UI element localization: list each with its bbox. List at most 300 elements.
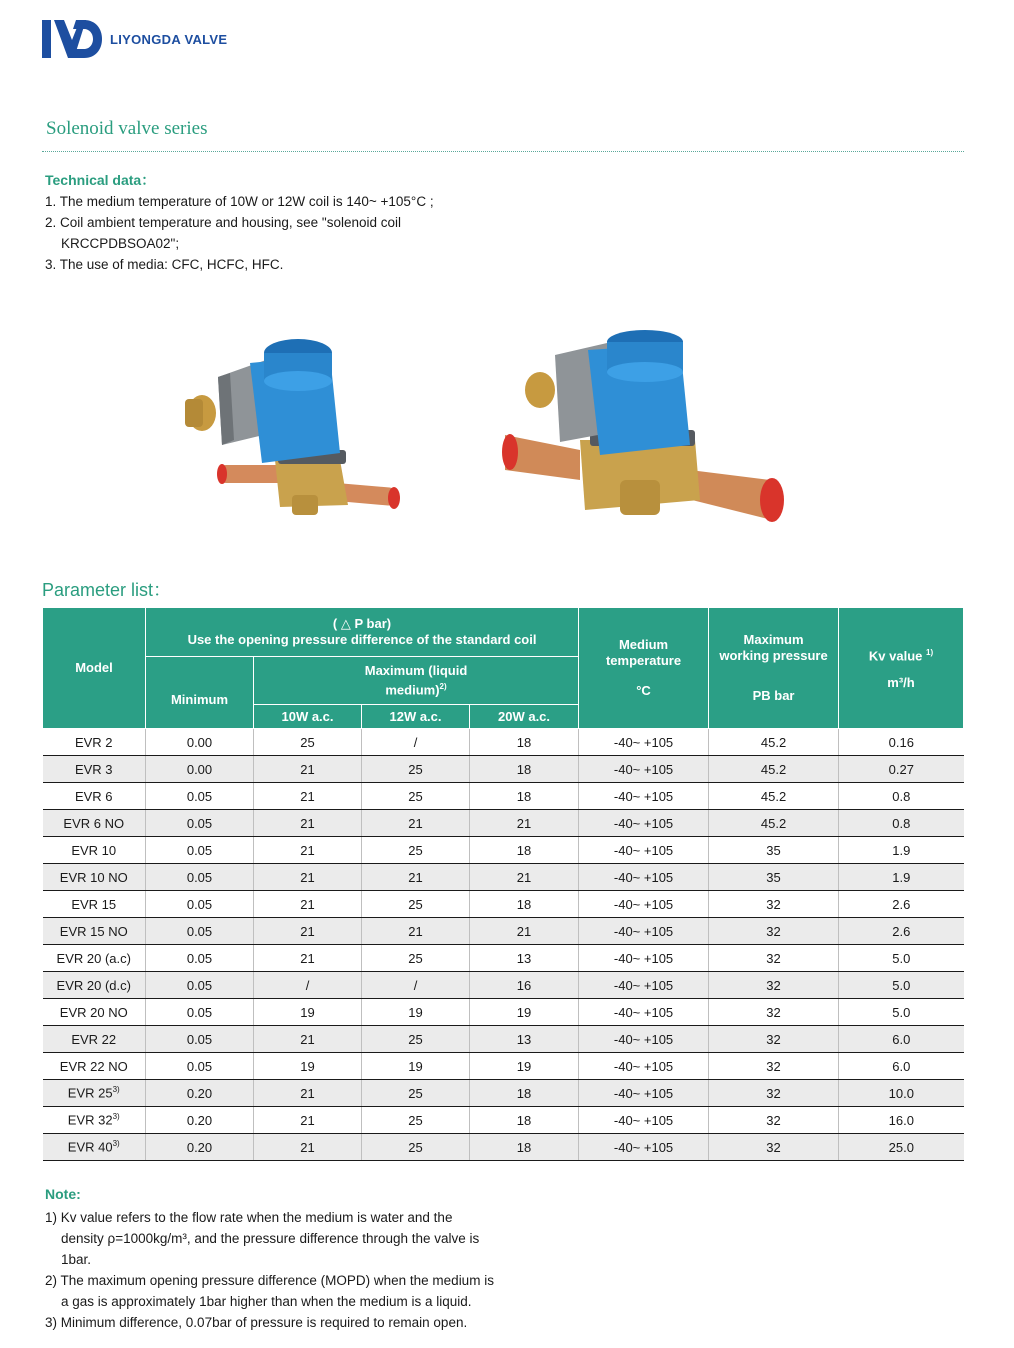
cell-w12 [362,1134,470,1161]
header-medium-line1: Medium [618,637,669,652]
liyongda-logo-icon [42,18,102,60]
cell-min-value: 0.05 [186,1004,213,1020]
cell-pb-value: 32 [766,1085,781,1101]
table-row [43,837,964,864]
cell-kv-value: 1.9 [892,842,911,858]
cell-model [43,864,146,891]
cell-w10 [254,1026,362,1053]
cell-w12 [362,1080,470,1107]
solenoid-valve-small-image [180,335,405,520]
cell-w12-value: 21 [408,923,423,939]
table-row [43,891,964,918]
cell-min-value: 0.05 [186,977,213,993]
cell-w10-value: 21 [300,761,315,777]
cell-w10 [254,1080,362,1107]
technical-item: 2. Coil ambient temperature and housing, see "solenoid coil [45,215,402,230]
page-title: Solenoid valve series [46,118,208,139]
note-item: a gas is approximately 1bar higher than when the medium is a liquid. [61,1294,472,1309]
cell-w20-value: 18 [516,896,532,912]
cell-model [43,729,146,756]
header-working-line2: working pressure [719,648,828,663]
cell-model [43,810,146,837]
cell-w10-value: 19 [300,1004,315,1020]
table-row [43,729,964,756]
cell-w10 [254,729,362,756]
cell-temp-value: -40~ +105 [613,1058,674,1074]
cell-temp-value: -40~ +105 [613,869,674,885]
cell-model [43,999,146,1026]
cell-kv [839,864,964,891]
cell-kv [839,1053,964,1080]
cell-temp [579,972,709,999]
cell-pb [709,1026,839,1053]
cell-min [146,1134,254,1161]
cell-w10-value: 21 [300,923,315,939]
cell-kv-value: 10.0 [888,1085,914,1101]
cell-min [146,999,254,1026]
header-kv-unit: m³/h [887,674,915,690]
table-row [43,945,964,972]
cell-w20 [470,1134,579,1161]
header-minimum: Minimum [146,657,254,729]
cell-pb [709,1134,839,1161]
cell-w20 [470,1026,579,1053]
cell-pb-value: 32 [766,896,781,912]
cell-pb-value: 32 [766,1058,781,1074]
title-divider [42,151,964,152]
cell-min-value: 0.05 [186,842,213,858]
note-item: 1bar. [61,1252,92,1267]
cell-w10 [254,783,362,810]
cell-kv [839,891,964,918]
cell-w20 [470,729,579,756]
cell-pb-value: 45.2 [760,761,787,777]
solenoid-valve-large-image [500,330,795,530]
cell-pb-value: 32 [766,1031,781,1047]
brand-name: LIYONGDA VALVE [110,31,228,47]
cell-temp-value: -40~ +105 [613,1031,674,1047]
header-maximum-line2: medium) [385,682,440,698]
cell-temp-value: -40~ +105 [613,896,674,912]
table-row [43,810,964,837]
cell-w12 [362,891,470,918]
cell-w20 [470,1053,579,1080]
cell-temp [579,1080,709,1107]
cell-w10-value: 21 [300,1139,315,1155]
header-kv-value [839,608,964,729]
cell-pb [709,729,839,756]
cell-temp-value: -40~ +105 [613,950,674,966]
cell-model [43,1026,146,1053]
model-footnote: 3) [112,1085,120,1095]
cell-w20-value: 18 [516,788,532,804]
header-medium-temperature [579,608,709,729]
cell-pb-value: 32 [766,1112,781,1128]
cell-min [146,756,254,783]
cell-w12-value: 25 [408,1031,423,1047]
table-row [43,1026,964,1053]
cell-kv [839,1134,964,1161]
cell-model-value: EVR 15 [71,896,117,912]
cell-w12-value: 25 [408,896,423,912]
cell-temp [579,810,709,837]
cell-min-value: 0.20 [186,1112,213,1128]
cell-min [146,918,254,945]
cell-kv-value: 6.0 [892,1058,911,1074]
table-row [43,1134,964,1161]
cell-w20-value: 16 [516,977,532,993]
cell-pb-value: 32 [766,950,781,966]
parameter-table [42,607,964,1161]
cell-pb-value: 32 [766,1004,781,1020]
cell-kv [839,999,964,1026]
cell-pb [709,1107,839,1134]
cell-kv [839,810,964,837]
cell-kv-value: 0.16 [888,734,914,750]
cell-pb [709,837,839,864]
cell-model [43,945,146,972]
cell-pb [709,918,839,945]
cell-w20 [470,756,579,783]
cell-kv-value: 0.8 [892,788,911,804]
cell-pb [709,945,839,972]
cell-pb [709,891,839,918]
cell-w12-value: 25 [408,1085,423,1101]
cell-w12-value: 21 [408,815,423,831]
table-row [43,1107,964,1134]
table-row [43,999,964,1026]
cell-pb [709,756,839,783]
cell-min [146,837,254,864]
header-medium-line2: temperature [605,653,682,668]
cell-model-value: EVR 6 NO [63,815,125,831]
cell-w12 [362,810,470,837]
cell-min [146,783,254,810]
cell-w12-value: 19 [408,1058,423,1074]
header-pressure-line2: Use the opening pressure difference of the standard coil [187,632,537,647]
cell-kv [839,1107,964,1134]
cell-min [146,1026,254,1053]
cell-min [146,864,254,891]
cell-pb-value: 45.2 [760,788,787,804]
cell-w12 [362,864,470,891]
cell-temp [579,1026,709,1053]
cell-w12 [362,1053,470,1080]
cell-min-value: 0.05 [186,923,213,939]
header-12w: 12W a.c. [362,705,470,729]
cell-model [43,1053,146,1080]
cell-min [146,945,254,972]
cell-temp-value: -40~ +105 [613,1004,674,1020]
cell-temp-value: -40~ +105 [613,761,674,777]
model-footnote: 3) [112,1112,120,1122]
cell-pb [709,972,839,999]
cell-w12-value: 19 [408,1004,423,1020]
cell-kv-value: 1.9 [892,869,911,885]
cell-w20-value: 21 [516,923,532,939]
cell-w20-value: 19 [516,1004,532,1020]
technical-item: 1. The medium temperature of 10W or 12W coil is 140~ +105°C ; [45,194,434,209]
cell-temp [579,756,709,783]
cell-min-value: 0.05 [186,950,213,966]
cell-model [43,1134,146,1161]
cell-pb [709,1053,839,1080]
cell-min-value: 0.20 [186,1139,213,1155]
cell-temp [579,891,709,918]
cell-w20-value: 18 [516,842,532,858]
cell-pb [709,999,839,1026]
table-row [43,1053,964,1080]
technical-item: KRCCPDBSOA02"; [61,236,180,251]
cell-model [43,972,146,999]
cell-w20-value: 18 [516,1139,532,1155]
parameter-table-body [43,729,964,1161]
cell-kv [839,972,964,999]
header-working-pressure [709,608,839,729]
cell-model-value: EVR 20 NO [59,1004,128,1020]
cell-pb-value: 32 [766,923,781,939]
technical-data-heading: Technical data： [45,172,156,188]
cell-pb-value: 35 [766,842,781,858]
cell-w10-value: 21 [300,950,315,966]
cell-w20 [470,837,579,864]
header-pressure-group [146,608,579,657]
cell-w10 [254,945,362,972]
cell-w20-value: 18 [516,1112,532,1128]
cell-model [43,1080,146,1107]
cell-w20-value: 13 [516,950,532,966]
cell-w12-value: 25 [408,1112,423,1128]
notes-list [45,1207,515,1333]
cell-kv-value: 2.6 [892,896,911,912]
header-pressure-line1: ( △ P bar) [332,616,392,631]
cell-w20 [470,810,579,837]
cell-kv-value: 2.6 [892,923,911,939]
cell-w10-value: 21 [300,815,315,831]
page-header [42,18,227,60]
cell-model-value: EVR 22 NO [59,1058,128,1074]
cell-kv-value: 5.0 [892,950,911,966]
cell-temp-value: -40~ +105 [613,788,674,804]
cell-w12-value: 25 [408,788,423,804]
cell-kv-value: 0.27 [888,761,914,777]
cell-w20 [470,1107,579,1134]
cell-min-value: 0.00 [186,761,213,777]
header-maximum [254,657,579,705]
cell-w12 [362,945,470,972]
cell-temp [579,729,709,756]
cell-w12-value: 25 [408,1139,423,1155]
cell-model-value: EVR 32 [67,1112,113,1128]
cell-min-value: 0.05 [186,869,213,885]
header-working-unit: PB bar [752,688,795,703]
cell-kv-value: 0.8 [892,815,911,831]
cell-kv [839,945,964,972]
cell-temp-value: -40~ +105 [613,923,674,939]
header-maximum-line1: Maximum (liquid [364,662,468,678]
cell-pb [709,783,839,810]
cell-kv [839,756,964,783]
cell-model-value: EVR 10 [71,842,117,858]
cell-min [146,729,254,756]
cell-kv [839,837,964,864]
table-row [43,756,964,783]
cell-w10-value: 21 [300,1085,315,1101]
cell-w12-value: 25 [408,950,423,966]
cell-pb-value: 45.2 [760,734,787,750]
cell-temp-value: -40~ +105 [613,842,674,858]
cell-w10 [254,972,362,999]
cell-model-value: EVR 6 [74,788,113,804]
cell-min-value: 0.20 [186,1085,213,1101]
cell-model-value: EVR 40 [67,1139,113,1155]
cell-pb-value: 35 [766,869,781,885]
cell-min-value: 0.05 [186,788,213,804]
header-kv-sup: 1) [926,648,934,658]
cell-w20-value: 21 [516,869,532,885]
cell-kv-value: 25.0 [888,1139,914,1155]
cell-w12-value: 21 [408,869,423,885]
cell-temp [579,945,709,972]
cell-temp [579,864,709,891]
cell-model-value: EVR 20 (a.c) [56,950,131,966]
cell-min [146,891,254,918]
cell-w12-value: 25 [408,842,423,858]
cell-temp [579,999,709,1026]
cell-temp [579,1134,709,1161]
cell-model [43,1107,146,1134]
cell-w20 [470,864,579,891]
cell-w10 [254,810,362,837]
cell-w20 [470,918,579,945]
cell-pb-value: 45.2 [760,815,787,831]
note-item: 3) Minimum difference, 0.07bar of pressure is required to remain open. [45,1315,468,1330]
header-model: Model [43,608,146,729]
cell-temp [579,837,709,864]
cell-w20-value: 18 [516,761,532,777]
cell-w10 [254,918,362,945]
note-item: 2) The maximum opening pressure difference (MOPD) when the medium is [45,1273,494,1288]
cell-min-value: 0.05 [186,1058,213,1074]
cell-kv-value: 16.0 [888,1112,914,1128]
cell-w10 [254,837,362,864]
note-item: 1) Kv value refers to the flow rate when the medium is water and the [45,1210,453,1225]
cell-w10 [254,1053,362,1080]
cell-w20-value: 13 [516,1031,532,1047]
cell-w20-value: 21 [516,815,532,831]
cell-temp [579,783,709,810]
cell-temp [579,918,709,945]
cell-kv [839,783,964,810]
cell-w12 [362,1026,470,1053]
cell-w10-value: 21 [300,869,315,885]
cell-w10 [254,1134,362,1161]
cell-model [43,837,146,864]
cell-w20 [470,945,579,972]
cell-w10 [254,1107,362,1134]
cell-temp-value: -40~ +105 [613,1085,674,1101]
cell-w10-value: 21 [300,842,315,858]
cell-min [146,1107,254,1134]
cell-w12 [362,756,470,783]
cell-model-value: EVR 2 [74,734,113,750]
cell-w10-value: 25 [300,734,315,750]
cell-w12 [362,729,470,756]
cell-w20 [470,999,579,1026]
cell-temp-value: -40~ +105 [613,815,674,831]
cell-kv [839,729,964,756]
cell-pb [709,810,839,837]
cell-kv-value: 6.0 [892,1031,911,1047]
cell-min-value: 0.05 [186,1031,213,1047]
notes-heading: Note: [45,1186,81,1202]
cell-min [146,1080,254,1107]
cell-model [43,891,146,918]
cell-pb-value: 32 [766,977,781,993]
cell-kv [839,1080,964,1107]
cell-model-value: EVR 25 [67,1085,113,1101]
cell-w12 [362,918,470,945]
cell-w12 [362,1107,470,1134]
technical-data-list [45,191,434,275]
header-maximum-sup: 2) [439,681,447,691]
cell-model-value: EVR 20 (d.c) [56,977,131,993]
cell-min-value: 0.05 [186,815,213,831]
cell-w20 [470,891,579,918]
header-10w: 10W a.c. [254,705,362,729]
cell-min [146,972,254,999]
cell-min [146,810,254,837]
cell-kv [839,918,964,945]
table-row [43,918,964,945]
cell-w20-value: 19 [516,1058,532,1074]
parameter-list-heading: Parameter list： [42,580,172,600]
cell-model-value: EVR 15 NO [59,923,128,939]
cell-temp-value: -40~ +105 [613,977,674,993]
cell-w20 [470,1080,579,1107]
header-20w: 20W a.c. [470,705,579,729]
cell-w10 [254,864,362,891]
cell-w10-value: 21 [300,788,315,804]
cell-w10-value: 21 [300,1112,315,1128]
header-medium-unit: °C [636,683,651,698]
cell-model [43,918,146,945]
cell-temp-value: -40~ +105 [613,1112,674,1128]
cell-w10-value: / [305,977,310,993]
cell-model-value: EVR 22 [71,1031,117,1047]
cell-temp [579,1107,709,1134]
cell-w10 [254,891,362,918]
cell-pb-value: 32 [766,1139,781,1155]
table-row [43,1080,964,1107]
cell-w12 [362,837,470,864]
cell-w20-value: 18 [516,734,532,750]
cell-w12-value: 25 [408,761,423,777]
cell-w12-value: / [413,734,418,750]
cell-temp-value: -40~ +105 [613,1139,674,1155]
cell-w10-value: 19 [300,1058,315,1074]
cell-min-value: 0.00 [186,734,213,750]
cell-temp-value: -40~ +105 [613,734,674,750]
cell-model-value: EVR 10 NO [59,869,128,885]
cell-w20-value: 18 [516,1085,532,1101]
header-working-line1: Maximum [743,632,804,647]
note-item: density ρ=1000kg/m³, and the pressure difference through the valve is [61,1231,480,1246]
cell-w12 [362,972,470,999]
cell-min [146,1053,254,1080]
cell-w10-value: 21 [300,896,315,912]
cell-model-value: EVR 3 [74,761,113,777]
